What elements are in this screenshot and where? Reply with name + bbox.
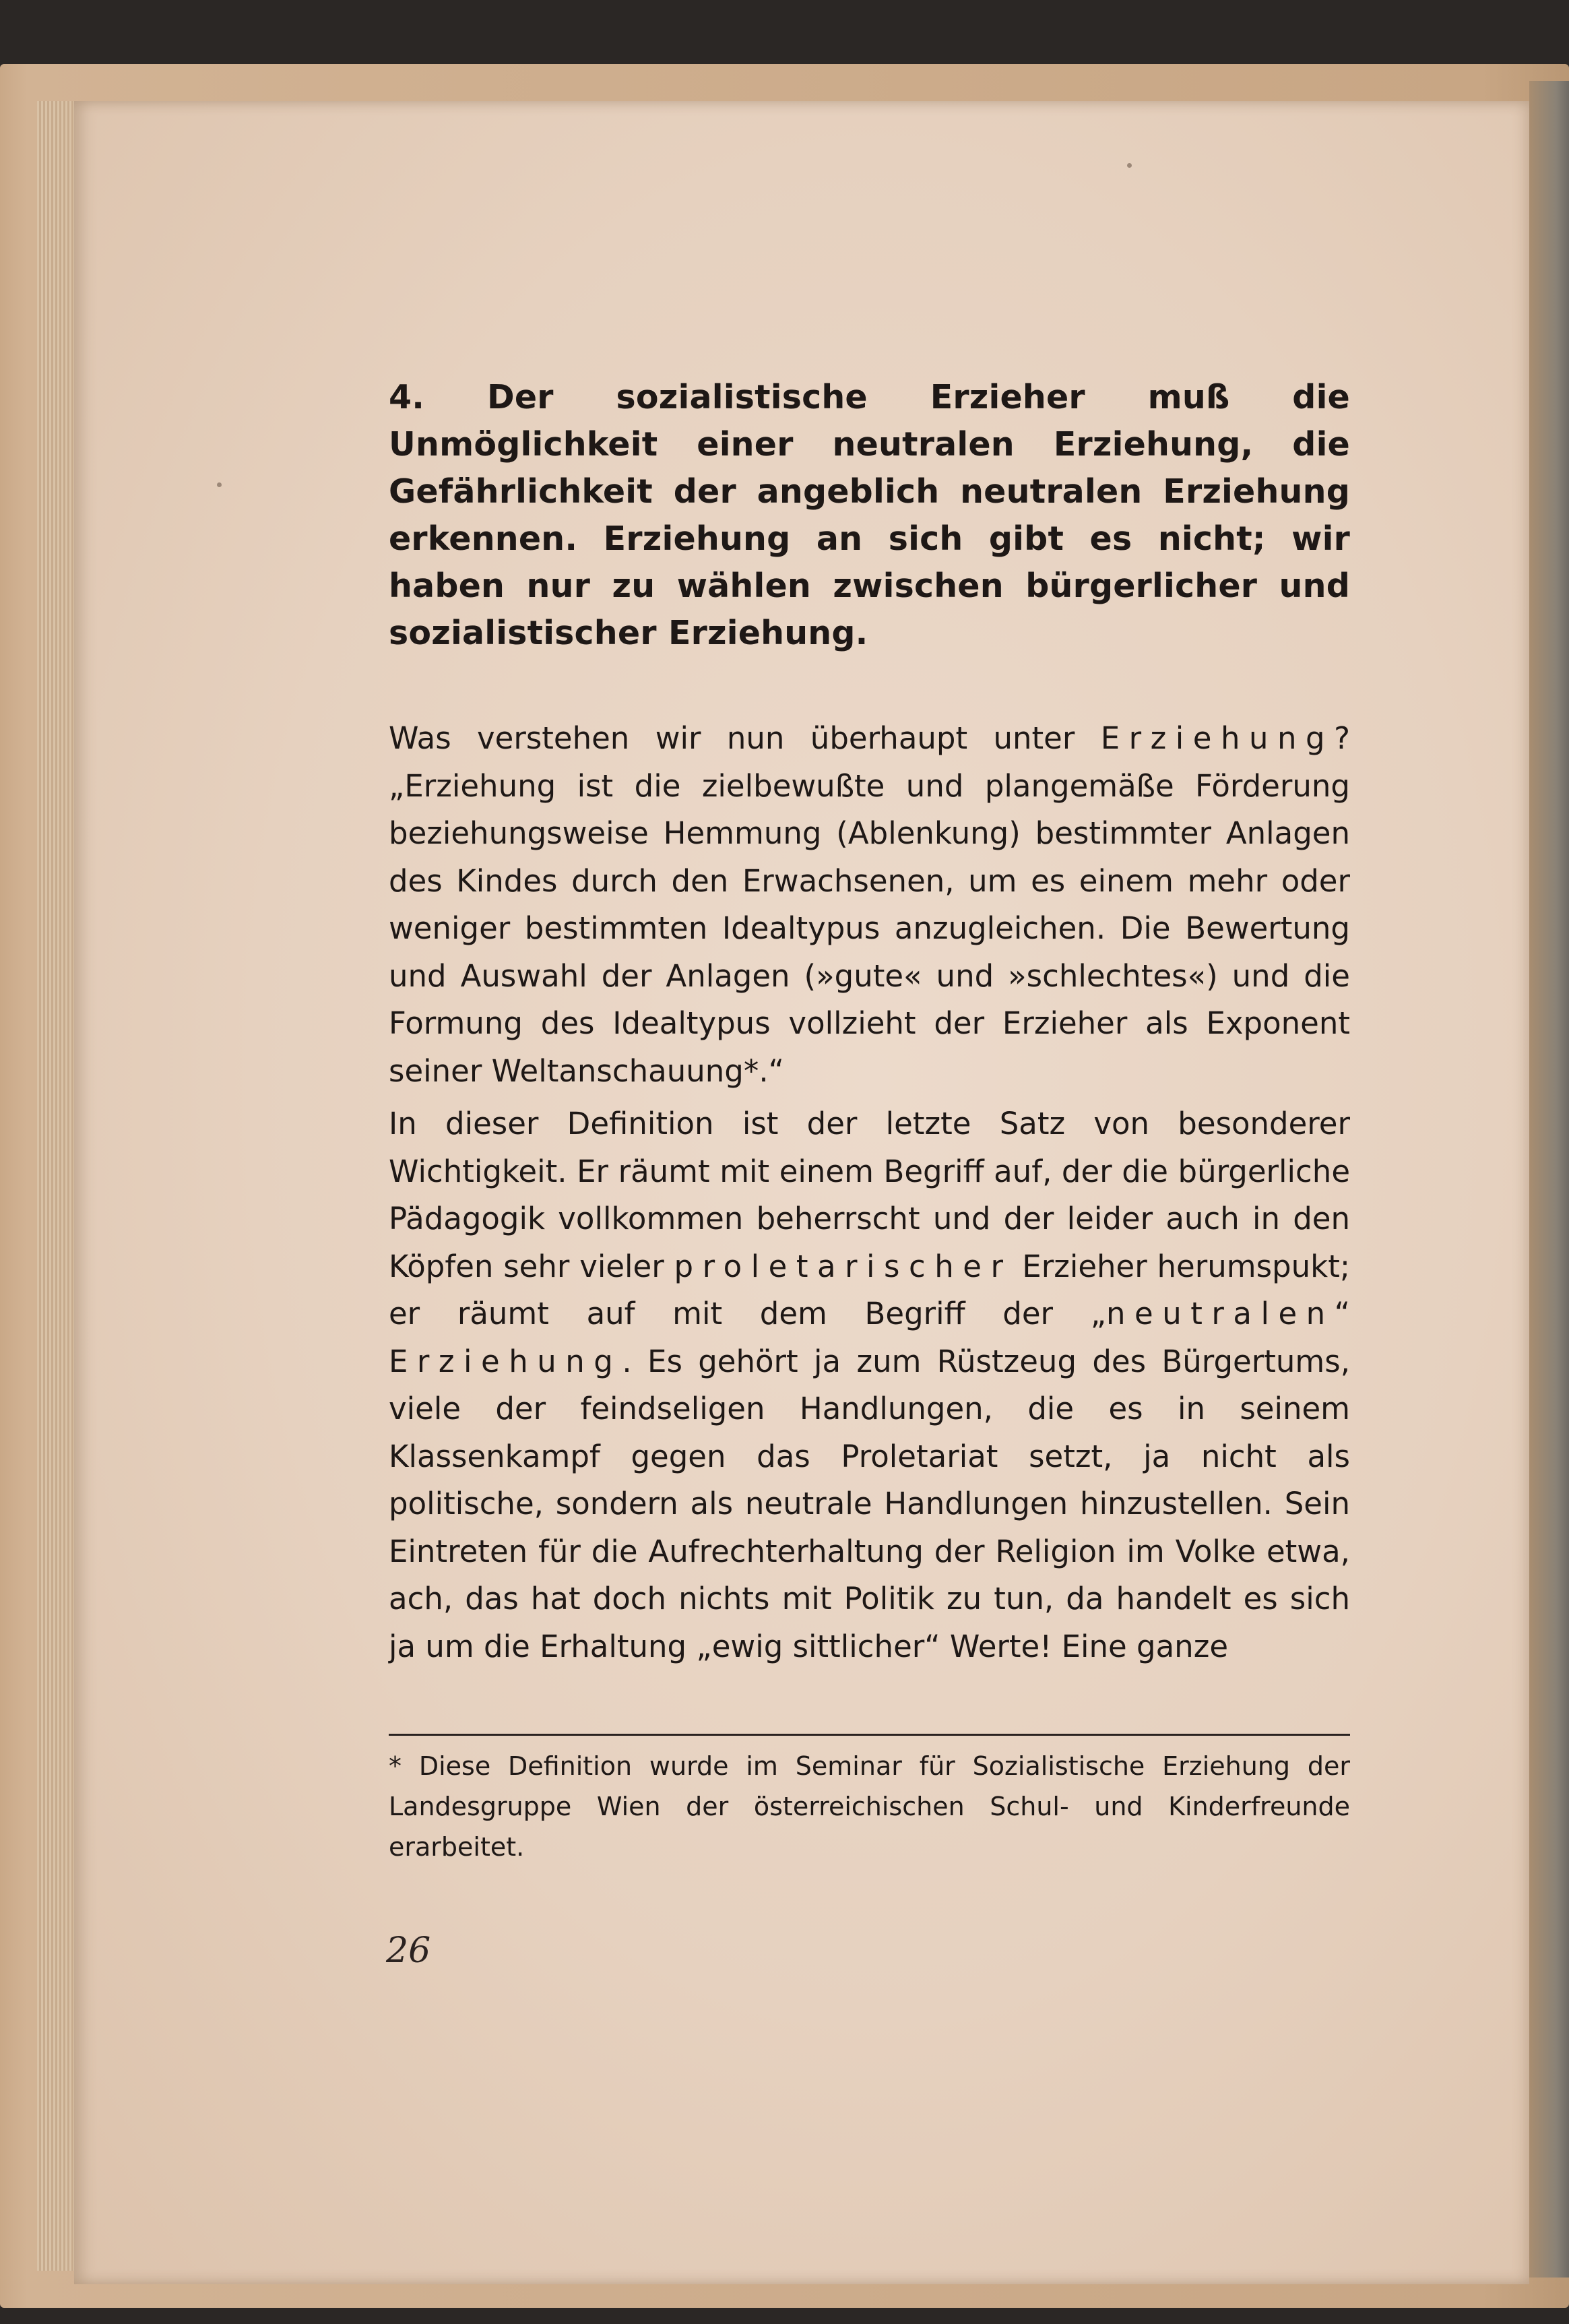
page-number: 26 (386, 1930, 431, 1971)
definition-paragraph (389, 715, 1350, 1095)
discussion-text: . Es gehört ja zum Rüstzeug des Bürgertums, viele der feindseligen Handlungen, die es in seinem Klassenkampf gegen das Proletariat setzt, ja nicht als politische, sondern als neutrale Handlungen hinzustellen. Sein Eintreten für die Aufrechterhaltung der Religion im Volke etwa, ach, das hat doch nichts mit Politik zu tun, da handelt es sich ja um die Erhaltung „ewig sittlicher“ Werte! Eine ganze (389, 1343, 1350, 1664)
page-stack-edges (37, 101, 77, 2271)
book-spine-edge (1529, 81, 1569, 2278)
paper-speck (217, 482, 222, 487)
discussion-text: “ (1334, 1296, 1350, 1331)
discussion-paragraph (389, 1100, 1350, 1670)
emphasized-term: proletarischer (674, 1248, 1013, 1284)
emphasized-term: neutralen (1106, 1296, 1335, 1331)
footnote-divider (389, 1734, 1350, 1736)
definition-intro: Was verstehen wir nun überhaupt unter (389, 720, 1101, 756)
discussion-text: In dieser Definition ist der letzte Satz von besonderer Wichtigkeit. Er räumt mit einem Begriff auf, der die bürgerliche Pädagogik vollkommen beherrscht und der leider auch in den Köpfen sehr vieler (389, 1106, 1350, 1284)
emphasized-term: Erziehung (1100, 720, 1335, 756)
paper-speck (1127, 163, 1132, 168)
emphasized-term: Erziehung (389, 1343, 622, 1379)
thesis-paragraph: 4. Der sozialistische Erzieher muß die Unmöglichkeit einer neutralen Erziehung, die Gefährlichkeit der angeblich neutralen Erziehung erkennen. Erziehung an sich gibt es nicht; wir haben nur zu wählen zwischen bürgerlicher und sozialistischer Erziehung. (389, 378, 1350, 652)
definition-quote: ? „Erziehung ist die zielbewußte und plangemäße Förderung beziehungsweise Hemmung (Ablenkung) bestimmter Anlagen des Kindes durch den Erwachsenen, um es einem mehr oder weniger bestimmten Idealtypus anzugleichen. Die Bewertung und Auswahl der Anlagen (»gute« und »schlechtes«) und die Formung des Idealtypus vollzieht der Erzieher als Exponent seiner Weltanschauung*.“ (389, 720, 1350, 1089)
discussion-text: Erzieher herumspukt; er räumt auf mit dem Begriff der „ (389, 1248, 1350, 1331)
main-text (389, 374, 1350, 1670)
footnote: * Diese Definition wurde im Seminar für Sozialistische Erziehung der Landesgruppe Wien der österreichischen Schul- und Kinderfreunde erarbeitet. (389, 1751, 1350, 1862)
